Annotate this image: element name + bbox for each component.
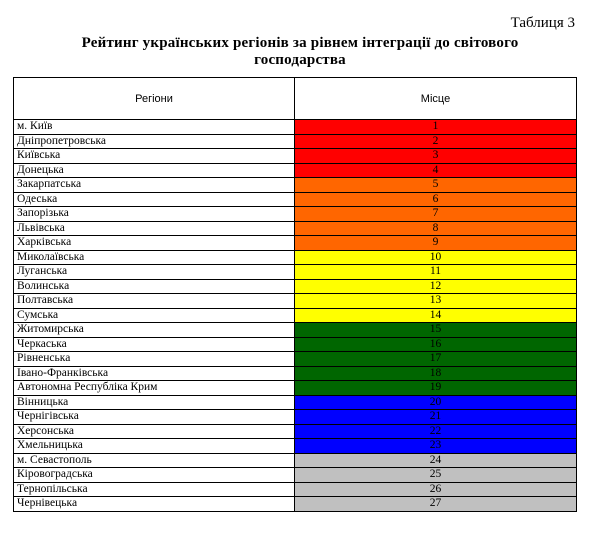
region-cell: Житомирська [14,323,295,338]
place-cell: 26 [295,482,577,497]
table-body [14,120,577,512]
column-header-region: Регіони [14,78,295,120]
place-cell: 8 [295,221,577,236]
region-cell: Запорізька [14,207,295,222]
column-header-place: Місце [295,78,577,120]
place-cell: 21 [295,410,577,425]
place-cell: 1 [295,120,577,135]
place-cell: 13 [295,294,577,309]
region-cell: Хмельницька [14,439,295,454]
table-row [14,410,577,425]
region-cell: Львівська [14,221,295,236]
table-row [14,236,577,251]
region-cell: Чернігівська [14,410,295,425]
table-row [14,395,577,410]
region-cell: Харківська [14,236,295,251]
region-cell: Волинська [14,279,295,294]
place-cell: 16 [295,337,577,352]
table-row [14,250,577,265]
table-row [14,352,577,367]
table-row [14,439,577,454]
table-row [14,163,577,178]
region-cell: Луганська [14,265,295,280]
table-row [14,497,577,512]
table-row [14,265,577,280]
region-cell: Дніпропетровська [14,134,295,149]
region-cell: Сумська [14,308,295,323]
table-row [14,453,577,468]
table-row [14,192,577,207]
place-cell: 25 [295,468,577,483]
region-cell: Черкаська [14,337,295,352]
place-cell: 10 [295,250,577,265]
place-cell: 22 [295,424,577,439]
table-row [14,279,577,294]
place-cell: 15 [295,323,577,338]
region-cell: Івано-Франківська [14,366,295,381]
table-row [14,468,577,483]
table-title: Рейтинг українських регіонів за рівнем інтеграції до світового господарства [81,35,519,68]
place-cell: 20 [295,395,577,410]
place-cell: 14 [295,308,577,323]
region-cell: Полтавська [14,294,295,309]
region-cell: Кіровоградська [14,468,295,483]
place-cell: 19 [295,381,577,396]
region-cell: Закарпатська [14,178,295,193]
place-cell: 27 [295,497,577,512]
region-cell: Херсонська [14,424,295,439]
region-cell: м. Севастополь [14,453,295,468]
region-cell: Донецька [14,163,295,178]
region-cell: Миколаївська [14,250,295,265]
place-cell: 3 [295,149,577,164]
place-cell: 4 [295,163,577,178]
table-number: Таблиця 3 [510,15,575,31]
table-row [14,134,577,149]
table-row [14,207,577,222]
place-cell: 18 [295,366,577,381]
place-cell: 2 [295,134,577,149]
region-cell: Тернопільська [14,482,295,497]
region-cell: м. Київ [14,120,295,135]
place-cell: 6 [295,192,577,207]
place-cell: 7 [295,207,577,222]
table-row [14,120,577,135]
rating-table [13,77,577,512]
table-row [14,424,577,439]
region-cell: Одеська [14,192,295,207]
header-row [14,78,577,120]
table-row [14,337,577,352]
table-row [14,149,577,164]
region-cell: Вінницька [14,395,295,410]
place-cell: 9 [295,236,577,251]
place-cell: 23 [295,439,577,454]
table-row [14,366,577,381]
table-row [14,178,577,193]
table-row [14,381,577,396]
place-cell: 5 [295,178,577,193]
table-row [14,323,577,338]
region-cell: Київська [14,149,295,164]
table-row [14,294,577,309]
table-row [14,482,577,497]
region-cell: Рівненська [14,352,295,367]
place-cell: 12 [295,279,577,294]
place-cell: 11 [295,265,577,280]
table-row [14,221,577,236]
table-row [14,308,577,323]
place-cell: 17 [295,352,577,367]
region-cell: Автономна Республіка Крим [14,381,295,396]
region-cell: Чернівецька [14,497,295,512]
place-cell: 24 [295,453,577,468]
